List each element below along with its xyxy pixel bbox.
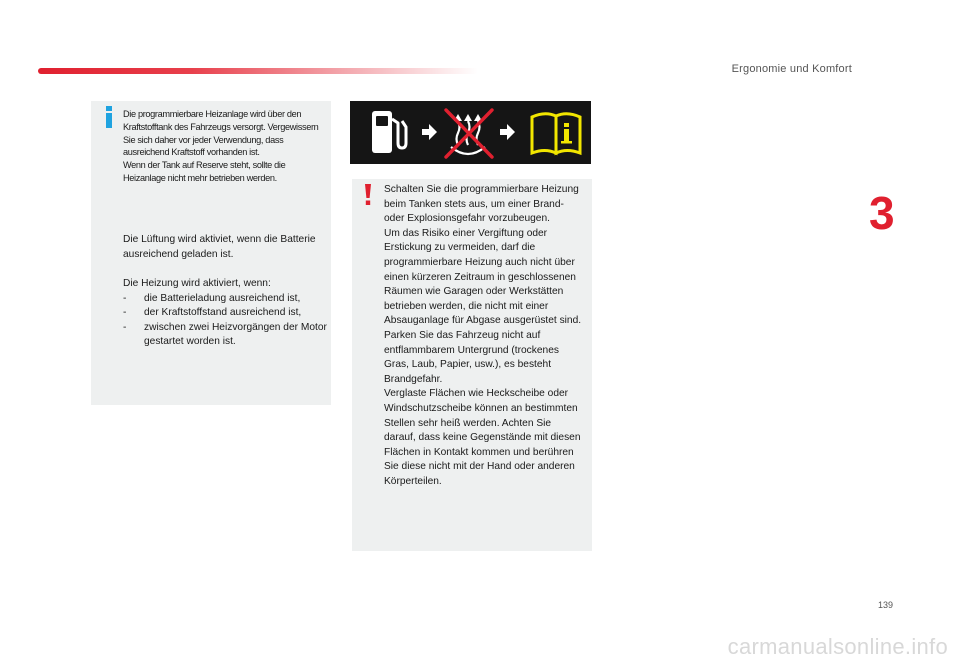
page-number: 139 xyxy=(878,600,894,610)
ventilation-paragraph: Die Lüftung wird aktiviet, wenn die Batterie ausreichend geladen ist. xyxy=(123,234,316,260)
warning-paragraph: Schalten Sie die programmierbare Heizung beim Tanken stets aus, um einer Brand- oder Explosionsgefahr vorzubeugen. xyxy=(384,184,579,225)
safety-pictogram xyxy=(350,101,591,164)
manual-info-icon xyxy=(532,114,580,153)
warning-paragraph: Um das Risiko einer Vergiftung oder Erstickung zu vermeiden, darf die programmierbare Heizung auch nicht über einen kürzeren Zeitraum in geschlossenen Räumen wie Garagen oder Werkstätten betrieben werden, die nicht mit einer Absauganlage für Abgase ausgerüstet sind. xyxy=(384,227,582,327)
list-item-text: zwischen zwei Heizvorgängen der Motor gestartet worden ist. xyxy=(144,321,327,347)
fuel-pump-icon xyxy=(372,111,406,153)
arrow-right-icon xyxy=(422,124,437,140)
list-marker: - xyxy=(123,292,127,304)
heating-condition-list xyxy=(123,292,328,350)
list-item xyxy=(123,321,328,350)
ventilation-note xyxy=(123,233,328,262)
list-item-text: die Batterieladung ausreichend ist, xyxy=(144,292,301,304)
heating-conditions xyxy=(123,277,328,350)
info-text xyxy=(123,108,327,185)
info-paragraph: Wenn der Tank auf Reserve steht, sollte die Heizanlage nicht mehr betrieben werden. xyxy=(123,160,286,183)
info-icon xyxy=(103,106,115,128)
list-marker: - xyxy=(123,307,127,318)
list-item-text: der Kraftstoffstand ausreichend ist, xyxy=(144,307,302,318)
list-item xyxy=(123,306,328,321)
header-accent-bar xyxy=(38,68,478,74)
watermark: carmanualsonline.info xyxy=(727,634,948,659)
warning-text xyxy=(384,183,584,489)
info-paragraph: Die programmierbare Heizanlage wird über den Kraftstofftank des Fahrzeugs versorgt. Vergewissern Sie sich daher vor jeder Verwendung, dass ausreichend Kraftstoff vorhanden ist. xyxy=(123,109,319,158)
warning-paragraph: Parken Sie das Fahrzeug nicht auf entflammbarem Untergrund (trockenes Gras, Laub, Papier, usw.), es besteht Brandgefahr. xyxy=(384,329,559,385)
warning-paragraph: Verglaste Flächen wie Heckscheibe oder Windschutzscheibe können an bestimmten Stellen sehr heiß werden. Achten Sie darauf, dass keine Gegenstände mit diesen Flächen in Kontakt kommen und berühren Sie diese nicht mit der Hand oder anderen Körperteilen. xyxy=(384,388,581,487)
list-item xyxy=(123,292,328,307)
section-title: Ergonomie und Komfort xyxy=(731,63,852,75)
arrow-right-icon xyxy=(500,124,515,140)
list-marker: - xyxy=(123,321,127,333)
warning-exclamation-icon xyxy=(364,184,372,206)
chapter-number: 3 xyxy=(869,187,895,239)
heater-crossed-icon xyxy=(446,110,492,157)
heating-intro: Die Heizung wird aktiviert, wenn: xyxy=(123,278,271,289)
